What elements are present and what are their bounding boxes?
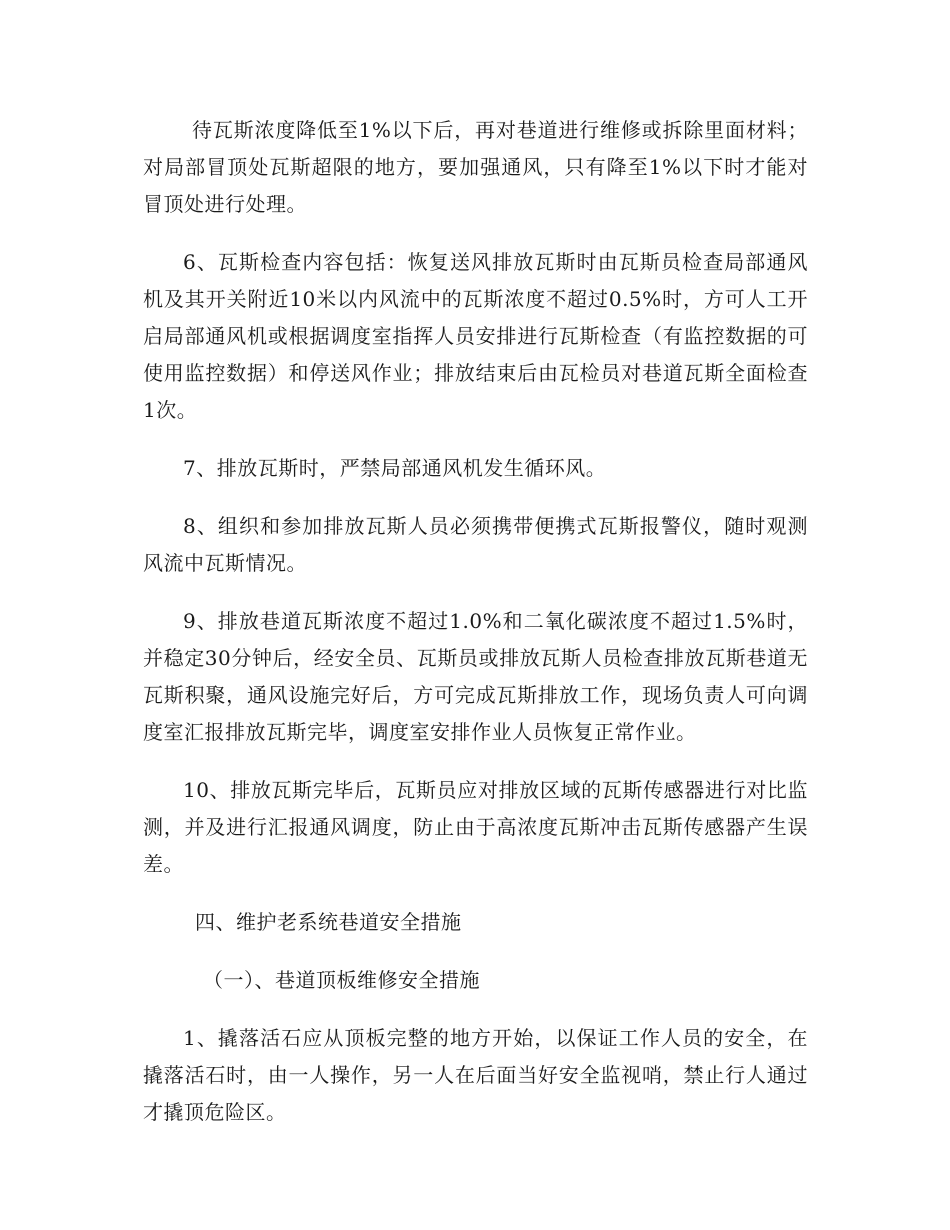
paragraph-gas-concentration-continuation: 待瓦斯浓度降低至1%以下后，再对巷道进行维修或拆除里面材料；对局部冒顶处瓦斯超限的地方，要加强通风，只有降至1%以下时才能对冒顶处进行处理。 <box>143 118 808 216</box>
paragraph-item-9-discharge-complete: 9、排放巷道瓦斯浓度不超过1.0%和二氧化碳浓度不超过1.5%时，并稳定30分钟后，经安全员、瓦斯员或排放瓦斯人员检查排放瓦斯巷道无瓦斯积聚，通风设施完好后，方可完成瓦斯排放工作，现场负责人可向调度室汇报排放瓦斯完毕，调度室安排作业人员恢复正常作业。 <box>143 609 808 744</box>
document-body <box>143 112 808 1152</box>
paragraph-item-6-gas-inspection: 6、瓦斯检查内容包括：恢复送风排放瓦斯时由瓦斯员检查局部通风机及其开关附近10米以内风流中的瓦斯浓度不超过0.5%时，方可人工开启局部通风机或根据调度室指挥人员安排进行瓦斯检查（有监控数据的可使用监控数据）和停送风作业；排放结束后由瓦检员对巷道瓦斯全面检查1次。 <box>143 250 808 422</box>
paragraph-item-7-no-recirculation: 7、排放瓦斯时，严禁局部通风机发生循环风。 <box>183 456 607 480</box>
paragraph-item-1-loose-rock: 1、撬落活石应从顶板完整的地方开始，以保证工作人员的安全，在撬落活石时，由一人操作，另一人在后面当好安全监视哨，禁止行人通过才撬顶危险区。 <box>143 1026 808 1124</box>
section-heading-4: 四、维护老系统巷道安全措施 <box>195 910 462 934</box>
subsection-heading-1: （一）、巷道顶板维修安全措施 <box>203 968 480 992</box>
paragraph-item-8-portable-alarm: 8、组织和参加排放瓦斯人员必须携带便携式瓦斯报警仪，随时观测风流中瓦斯情况。 <box>143 514 808 575</box>
paragraph-item-10-sensor-monitoring: 10、排放瓦斯完毕后，瓦斯员应对排放区域的瓦斯传感器进行对比监测，并及进行汇报通风调度，防止由于高浓度瓦斯冲击瓦斯传感器产生误差。 <box>143 778 808 876</box>
